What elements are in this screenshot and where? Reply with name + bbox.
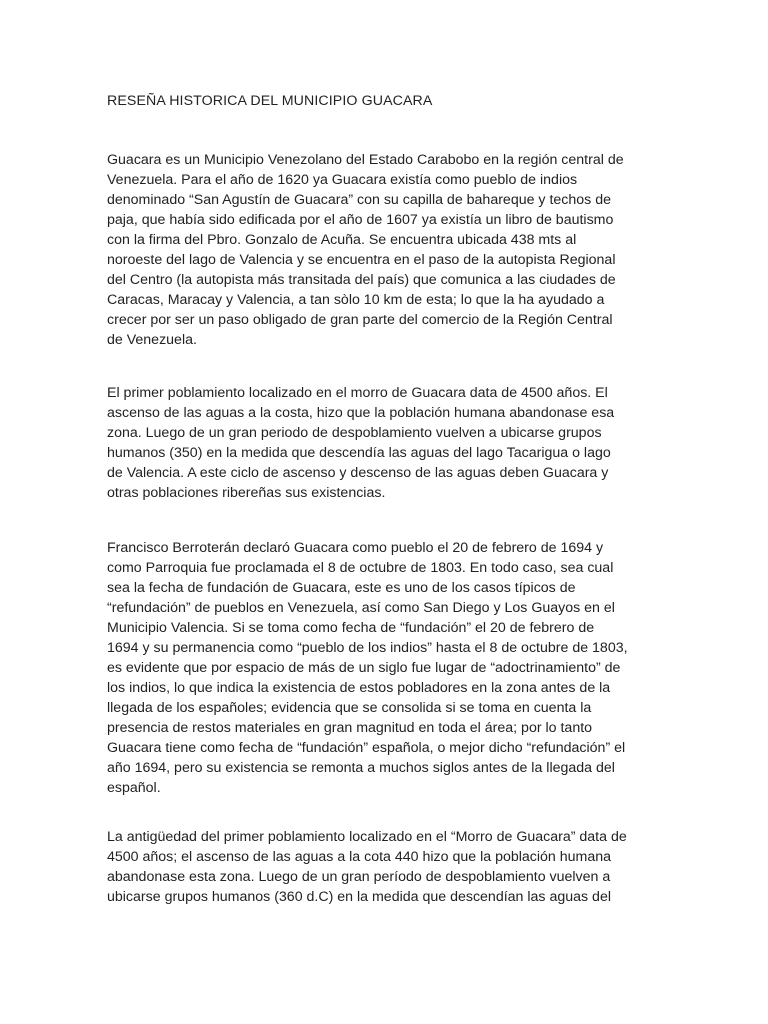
text-line: ubicarse grupos humanos (360 d.C) en la medida que descendían las aguas del (107, 889, 611, 905)
text-line: Guacara es un Municipio Venezolano del Estado Carabobo en la región central de (107, 152, 624, 168)
text-line: 1694 y su permanencia como “pueblo de los indios” hasta el 8 de octubre de 1803, (107, 640, 628, 656)
text-line: zona. Luego de un gran periodo de despoblamiento vuelven a ubicarse grupos (107, 425, 602, 441)
text-line: año 1694, pero su existencia se remonta a muchos siglos antes de la llegada del (107, 760, 615, 776)
text-line: otras poblaciones ribereñas sus existencias. (107, 485, 386, 501)
paragraph-2 (107, 383, 667, 503)
text-line: los indios, lo que indica la existencia de estos pobladores en la zona antes de la (107, 680, 611, 696)
text-line: de Venezuela. (107, 332, 197, 348)
text-line: humanos (350) en la medida que descendía las aguas del lago Tacarigua o lago (107, 445, 611, 461)
text-line: Guacara tiene como fecha de “fundación” española, o mejor dicho “refundación” el (107, 740, 626, 756)
text-line: Venezuela. Para el año de 1620 ya Guacara existía como pueblo de indios (107, 172, 578, 188)
text-line: El primer poblamiento localizado en el morro de Guacara data de 4500 años. El (107, 385, 608, 401)
text-line: abandonase esta zona. Luego de un gran período de despoblamiento vuelven a (107, 869, 611, 885)
text-line: Municipio Valencia. Si se toma como fecha de “fundación” el 20 de febrero de (107, 620, 595, 636)
text-line: “refundación” de pueblos en Venezuela, así como San Diego y Los Guayos en el (107, 600, 615, 616)
text-line: noroeste del lago de Valencia y se encuentra en el paso de la autopista Regional (107, 252, 616, 268)
text-line: es evidente que por espacio de más de un siglo fue lugar de “adoctrinamiento” de (107, 660, 621, 676)
paragraph-3 (107, 538, 667, 798)
text-line: con la firma del Pbro. Gonzalo de Acuña. Se encuentra ubicada 438 mts al (107, 232, 577, 248)
text-line: paja, que había sido edificada por el año de 1607 ya existía un libro de bautismo (107, 212, 614, 228)
text-line: como Parroquia fue proclamada el 8 de octubre de 1803. En todo caso, sea cual (107, 560, 614, 576)
text-line: sea la fecha de fundación de Guacara, este es uno de los casos típicos de (107, 580, 576, 596)
text-line: La antigüedad del primer poblamiento localizado en el “Morro de Guacara” data de (107, 829, 627, 845)
text-line: crecer por ser un paso obligado de gran parte del comercio de la Región Central (107, 312, 613, 328)
paragraph-1 (107, 150, 667, 350)
document-title: RESEÑA HISTORICA DEL MUNICIPIO GUACARA (107, 93, 433, 109)
text-line: español. (107, 780, 161, 796)
text-line: 4500 años; el ascenso de las aguas a la cota 440 hizo que la población humana (107, 849, 612, 865)
text-line: Francisco Berroterán declaró Guacara como pueblo el 20 de febrero de 1694 y (107, 540, 604, 556)
text-line: del Centro (la autopista más transitada del país) que comunica a las ciudades de (107, 272, 616, 288)
text-line: de Valencia. A este ciclo de ascenso y descenso de las aguas deben Guacara y (107, 465, 609, 481)
text-line: denominado “San Agustín de Guacara” con su capilla de bahareque y techos de (107, 192, 611, 208)
text-line: Caracas, Maracay y Valencia, a tan sòlo 10 km de esta; lo que la ha ayudado a (107, 292, 605, 308)
paragraph-4 (107, 827, 667, 907)
text-line: llegada de los españoles; evidencia que se consolida si se toma en cuenta la (107, 700, 592, 716)
text-line: presencia de restos materiales en gran magnitud en toda el área; por lo tanto (107, 720, 593, 736)
text-line: ascenso de las aguas a la costa, hizo que la población humana abandonase esa (107, 405, 615, 421)
